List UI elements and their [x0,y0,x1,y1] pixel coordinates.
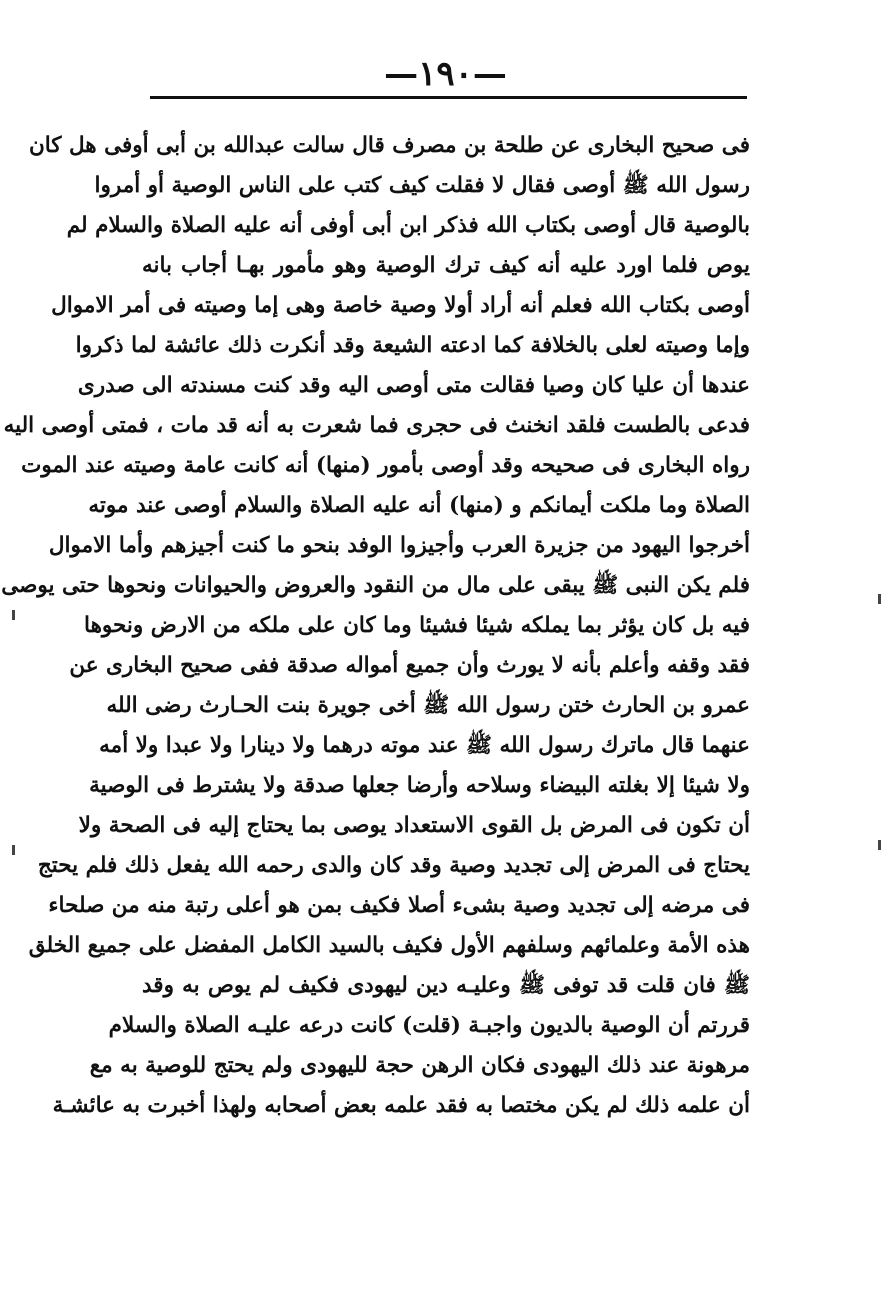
text-line: أوصى بكتاب الله فعلم أنه أراد أولا وصية خاصة وهى إما وصيته فى أمر الاموال [51,293,750,318]
text-line: مرهونة عند ذلك اليهودى فكان الرهن حجة لليهودى ولم يحتج للوصية به مع [89,1053,750,1078]
text-line: أن تكون فى المرض بل القوى الاستعداد يوصى بما يحتاج إليه فى الصحة ولا [78,813,750,838]
text-line: رواه البخارى فى صحيحه وقد أوصى بأمور (منها) أنه كانت عامة وصيته عند الموت [21,453,750,478]
text-line: ﷺ فان قلت قد توفى ﷺ وعليـه دين ليهودى فكيف لم يوص به وقد [142,973,750,998]
text-line: هذه الأمة وعلمائهم وسلفهم الأول فكيف بالسيد الكامل المفضل على جميع الخلق [28,933,750,958]
margin-mark [878,840,881,850]
text-line: أن علمه ذلك لم يكن مختصا به فقد علمه بعض أصحابه ولهذا أخبرت به عائشـة [52,1093,750,1118]
text-line: بالوصية قال أوصى بكتاب الله فذكر ابن أبى أوفى أنه عليه الصلاة والسلام لم [66,213,750,238]
page-number: —١٩٠— [384,54,507,94]
text-line: فدعى بالطست فلقد انخنث فى حجرى فما شعرت به أنه قد مات ، فمتى أوصى اليه [3,413,750,438]
margin-mark [12,845,15,855]
body-text [1,126,750,1126]
text-line: فلم يكن النبى ﷺ يبقى على مال من النقود والعروض والحيوانات ونحوها حتى يوصى [1,573,750,598]
text-line: فيه بل كان يؤثر بما يملكه شيئا فشيئا وما كان على ملكه من الارض ونحوها [84,613,750,638]
text-line: فى مرضه إلى تجديد وصية بشىء أصلا فكيف بمن هو أعلى رتبة منه من صلحاء [48,893,750,918]
text-line: ولا شيئا إلا بغلته البيضاء وسلاحه وأرضا جعلها صدقة ولا يشترط فى الوصية [89,773,750,798]
text-line: يحتاج فى المرض إلى تجديد وصية وقد كان والدى رحمه الله يفعل ذلك فلم يحتج [37,853,750,878]
text-line: الصلاة وما ملكت أيمانكم و (منها) أنه عليه الصلاة والسلام أوصى عند موته [88,493,750,518]
margin-mark [12,610,15,620]
text-line: رسول الله ﷺ أوصى فقال لا فقلت كيف كتب على الناس الوصية أو أمروا [94,173,750,198]
text-line: عمرو بن الحارث ختن رسول الله ﷺ أخى جويرة بنت الحـارث رضى الله [106,693,750,718]
header-rule [150,96,747,99]
text-line: يوص فلما اورد عليه أنه كيف ترك الوصية وهو مأمور بهـا أجاب بانه [142,253,750,278]
text-line: قررتم أن الوصية بالديون واجبـة (قلت) كانت درعه عليـه الصلاة والسلام [108,1013,750,1038]
text-line: عندها أن عليا كان وصيا فقالت متى أوصى اليه وقد كنت مسندته الى صدرى [77,373,750,398]
text-line: فى صحيح البخارى عن طلحة بن مصرف قال سالت عبدالله بن أبى أوفى هل كان [28,133,750,158]
margin-mark [878,594,881,604]
text-line: أخرجوا اليهود من جزيرة العرب وأجيزوا الوفد بنحو ما كنت أجيزهم وأما الاموال [48,533,750,558]
text-line: وإما وصيته لعلى بالخلافة كما ادعته الشيعة وقد أنكرت ذلك عائشة لما ذكروا [75,333,750,358]
text-line: فقد وقفه وأعلم بأنه لا يورث وأن جميع أمواله صدقة ففى صحيح البخارى عن [69,653,750,678]
text-line: عنهما قال ماترك رسول الله ﷺ عند موته درهما ولا دينارا ولا عبدا ولا أمه [99,733,750,758]
